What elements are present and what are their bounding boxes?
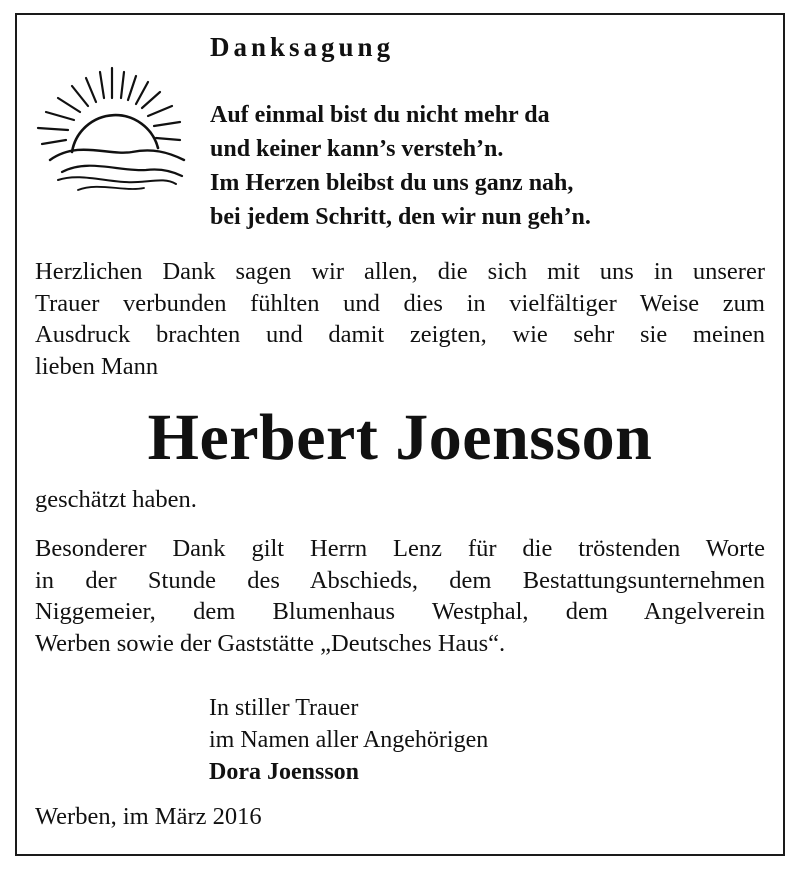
- signer-name: Dora Joensson: [209, 759, 360, 785]
- special-line: in der Stunde des Abschieds, dem Bestattungsunternehmen: [35, 566, 765, 594]
- poem-line: Im Herzen bleibst du uns ganz nah,: [210, 170, 574, 196]
- deceased-name: Herbert Joensson: [147, 401, 653, 474]
- signature-line: In stiller Trauer: [209, 695, 359, 721]
- special-line: Niggemeier, dem Blumenhaus Westphal, dem Angelverein: [35, 598, 765, 625]
- after-name-text: geschätzt haben.: [35, 486, 197, 513]
- special-thanks-paragraph: [35, 533, 765, 659]
- signature-line: im Namen aller Angehörigen: [209, 727, 489, 753]
- sunrise-icon: [28, 60, 196, 200]
- poem-line: bei jedem Schritt, den wir nun geh’n.: [210, 204, 591, 230]
- thanks-paragraph: [35, 256, 765, 382]
- thanks-line: Trauer verbunden fühlten und dies in vielfältiger Weise zum: [35, 289, 765, 317]
- poem-line: Auf einmal bist du nicht mehr da: [210, 102, 550, 128]
- poem-line: und keiner kann’s versteh’n.: [210, 136, 504, 162]
- thanks-line: lieben Mann: [35, 352, 159, 380]
- poem-verse: [210, 98, 591, 234]
- thanks-line: Ausdruck brachten und damit zeigten, wie sehr sie meinen: [35, 321, 765, 348]
- place-date: Werben, im März 2016: [35, 803, 262, 830]
- thanks-line: Herzlichen Dank sagen wir allen, die sich mit uns in unserer: [35, 258, 765, 285]
- special-line: Besonderer Dank gilt Herrn Lenz für die tröstenden Worte: [35, 535, 765, 562]
- heading-title: Danksagung: [210, 32, 395, 62]
- signature-block: [209, 692, 488, 788]
- special-line: Werben sowie der Gaststätte „Deutsches Haus“.: [35, 629, 506, 657]
